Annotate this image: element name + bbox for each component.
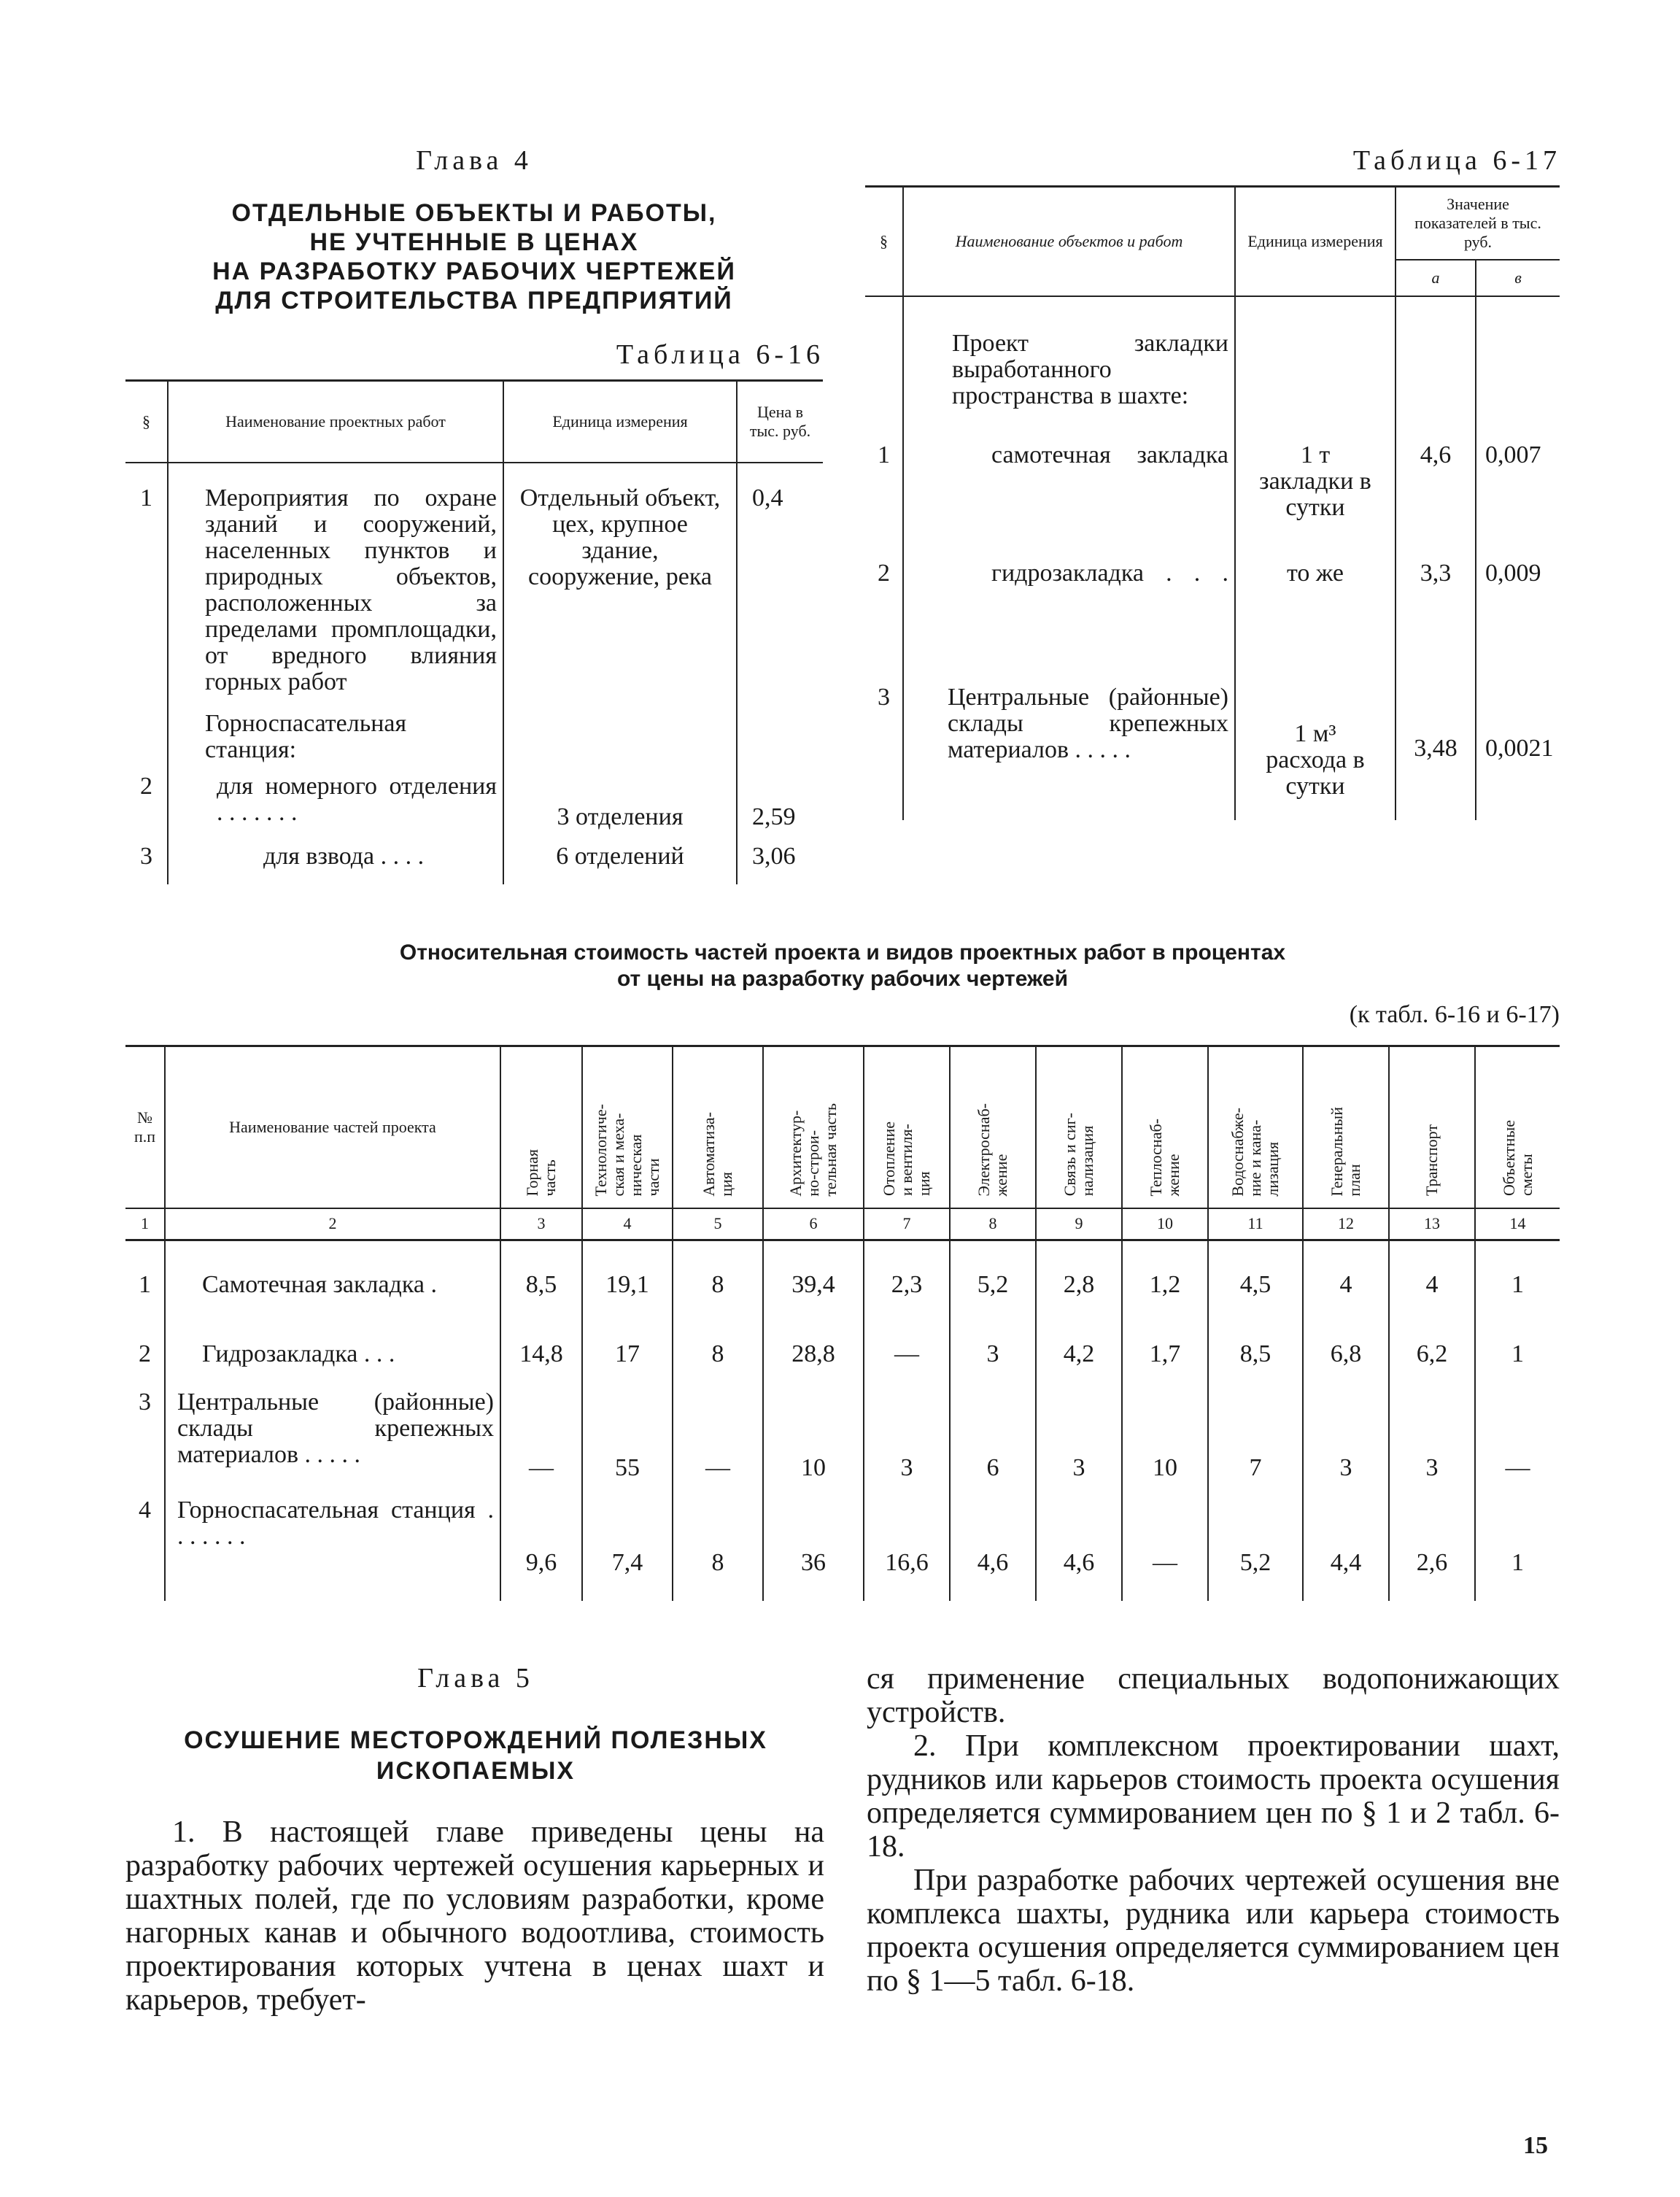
row-number: 1 — [878, 441, 890, 468]
spacer-cell — [1122, 1586, 1208, 1601]
header-transport: Транспорт — [1422, 1124, 1441, 1197]
row-value: 2,3 — [864, 1240, 950, 1316]
row-value-b: 0,009 — [1476, 560, 1560, 684]
column-number: 7 — [864, 1208, 950, 1240]
row-value: 3 — [950, 1316, 1036, 1382]
row-value: 6 — [950, 1382, 1036, 1491]
column-number: 12 — [1303, 1208, 1389, 1240]
row-unit: 1 м³ расхода в сутки — [1235, 684, 1396, 820]
header-mining-part: Горная часть — [523, 1149, 559, 1197]
row-value: 28,8 — [763, 1316, 864, 1382]
row-value: 8 — [673, 1491, 763, 1586]
row-number: 1 — [140, 484, 152, 511]
spacer-cell — [1036, 1586, 1122, 1601]
chapter-5-title — [125, 1725, 826, 1786]
header-general-plan: Генеральный план — [1328, 1106, 1363, 1197]
spacer-cell — [1303, 1586, 1389, 1601]
row-value: 3 — [864, 1382, 950, 1491]
spacer-cell — [864, 1586, 950, 1601]
chapter-5-label: Глава 5 — [417, 1663, 534, 1694]
row-value: 3 — [1303, 1382, 1389, 1491]
header-heating-ventilation: Отопление и вентиля- ция — [880, 1121, 933, 1197]
row-value: 2,6 — [1389, 1491, 1475, 1586]
header-price: Цена в тыс. руб. — [737, 381, 823, 463]
row-value: 4,5 — [1208, 1240, 1303, 1316]
row-value: 9,6 — [500, 1491, 582, 1586]
row-unit: 1 т закладки в сутки — [1235, 442, 1396, 560]
row-value: 19,1 — [582, 1240, 673, 1316]
table-6-17 — [865, 185, 1560, 820]
header-unit: Единица измерения — [1235, 187, 1396, 296]
header-technological-part: Технологиче- ская и меха- ническая части — [592, 1104, 662, 1197]
row-value: — — [1475, 1382, 1560, 1491]
row-number: 3 — [139, 1388, 151, 1416]
column-number: 1 — [141, 1214, 149, 1233]
row-value: 1 — [1475, 1316, 1560, 1382]
row-price: 3,06 — [737, 830, 823, 884]
column-number: 13 — [1389, 1208, 1475, 1240]
row-value: 8,5 — [1208, 1316, 1303, 1382]
row-unit: Отдельный объект, цех, крупное здание, сооружение, река — [503, 463, 737, 703]
row-work-name: для взвода . . . . — [168, 830, 503, 884]
table-6-16-label: Таблица 6-16 — [616, 339, 824, 370]
row-unit: 3 отделения — [503, 773, 737, 830]
row-value: — — [500, 1382, 582, 1491]
row-value: 4,4 — [1303, 1491, 1389, 1586]
header-unit: Единица измерения — [503, 381, 737, 463]
relative-cost-reference: (к табл. 6-16 и 6-17) — [1349, 1001, 1560, 1028]
row-number: 1 — [139, 1271, 151, 1298]
row-value: 8 — [673, 1316, 763, 1382]
row-object-name: гидрозакладка . . . — [903, 560, 1235, 684]
header-work-name: Наименование проектных работ — [168, 381, 503, 463]
chapter-5-paragraph-3: При разработке рабочих чертежей осушения вне комплекса шахты, рудника или карьера стоимость проекта осушения определяется суммированием цен по § 1—5 табл. 6-18. — [867, 1864, 1560, 1998]
group-label: Проект закладки выработанного пространства в шахте: — [903, 296, 1235, 442]
row-number: 4 — [139, 1496, 151, 1524]
spacer-cell — [125, 1586, 165, 1601]
column-number: 9 — [1036, 1208, 1122, 1240]
column-number: 2 — [165, 1208, 500, 1240]
row-object-name: самотечная закладка — [903, 442, 1235, 560]
row-value-b: 0,0021 — [1476, 684, 1560, 820]
row-value: 3 — [1036, 1382, 1122, 1491]
row-value: 5,2 — [1208, 1491, 1303, 1586]
spacer-cell — [950, 1586, 1036, 1601]
column-number: 5 — [673, 1208, 763, 1240]
chapter-4-title-line: ДЛЯ СТРОИТЕЛЬСТВА ПРЕДПРИЯТИЙ — [215, 287, 733, 314]
row-number: 2 — [140, 772, 152, 800]
header-object-name: Наименование объектов и работ — [903, 187, 1235, 296]
chapter-5-paragraph-1-continued: ся применение специальных водопонижающих устройств. — [867, 1662, 1560, 1729]
chapter-4-label: Глава 4 — [416, 145, 533, 176]
spacer-cell — [165, 1586, 500, 1601]
table-row — [125, 1316, 1560, 1382]
table-6-16 — [125, 379, 823, 884]
row-value: — — [673, 1382, 763, 1491]
header-water-supply: Водоснабже- ние и кана- лизация — [1228, 1107, 1282, 1197]
row-price: 0,4 — [737, 463, 823, 703]
column-number: 6 — [763, 1208, 864, 1240]
row-value: 8,5 — [500, 1240, 582, 1316]
row-work-name: для номерного отделения . . . . . . . — [168, 773, 503, 830]
row-value: 1 — [1475, 1240, 1560, 1316]
chapter-5-title-line: ИСКОПАЕМЫХ — [376, 1757, 576, 1785]
row-value: 4,6 — [1036, 1491, 1122, 1586]
header-col-b: в — [1476, 260, 1560, 296]
row-value: 55 — [582, 1382, 673, 1491]
header-col-a: а — [1396, 260, 1476, 296]
header-automation: Автоматиза- ция — [700, 1111, 735, 1197]
row-value: — — [864, 1316, 950, 1382]
relative-cost-table — [125, 1045, 1560, 1601]
column-number: 3 — [500, 1208, 582, 1240]
header-communication: Связь и сиг- нализация — [1061, 1113, 1096, 1197]
table-6-17-label: Таблица 6-17 — [1352, 145, 1561, 176]
row-value-a: 3,48 — [1396, 684, 1476, 820]
row-value: 4,6 — [950, 1491, 1036, 1586]
row-value: 8 — [673, 1240, 763, 1316]
spacer-cell — [1208, 1586, 1303, 1601]
row-value: 4 — [1389, 1240, 1475, 1316]
spacer-cell — [673, 1586, 763, 1601]
spacer-cell — [582, 1586, 673, 1601]
row-value: 5,2 — [950, 1240, 1036, 1316]
row-value-a: 4,6 — [1396, 442, 1476, 560]
row-value: 3 — [1389, 1382, 1475, 1491]
row-value: 17 — [582, 1316, 673, 1382]
chapter-5-title-line: ОСУШЕНИЕ МЕСТОРОЖДЕНИЙ ПОЛЕЗНЫХ — [184, 1726, 767, 1754]
chapter-4-title-line: НЕ УЧТЕННЫЕ В ЦЕНАХ — [309, 228, 639, 256]
column-number: 8 — [950, 1208, 1036, 1240]
row-value: 6,2 — [1389, 1316, 1475, 1382]
relative-cost-title — [125, 940, 1560, 992]
spacer-cell — [1389, 1586, 1475, 1601]
row-value: 7 — [1208, 1382, 1303, 1491]
row-part-name: Центральные (районные) склады крепежных материалов . . . . . — [165, 1382, 500, 1491]
row-value: 1,7 — [1122, 1316, 1208, 1382]
row-value: 1,2 — [1122, 1240, 1208, 1316]
table-spacer-row — [125, 1586, 1560, 1601]
spacer-cell — [500, 1586, 582, 1601]
spacer-cell — [1475, 1586, 1560, 1601]
row-value: 16,6 — [864, 1491, 950, 1586]
header-part-name: Наименование частей проекта — [165, 1046, 500, 1208]
row-value: 6,8 — [1303, 1316, 1389, 1382]
header-heat-supply: Теплоснаб- жение — [1147, 1119, 1182, 1197]
row-part-name: Гидрозакладка . . . — [165, 1316, 500, 1382]
row-unit: 6 отделений — [503, 830, 737, 884]
row-value: 1 — [1475, 1491, 1560, 1586]
column-number: 11 — [1208, 1208, 1303, 1240]
page-number: 15 — [1523, 2132, 1548, 2159]
column-number: 10 — [1122, 1208, 1208, 1240]
table-row — [125, 1491, 1560, 1586]
chapter-4-title — [124, 198, 824, 315]
row-value: 14,8 — [500, 1316, 582, 1382]
column-number: 4 — [582, 1208, 673, 1240]
row-number: 3 — [140, 842, 152, 870]
header-power-supply: Электроснаб- жение — [975, 1103, 1010, 1197]
relative-cost-title-line: Относительная стоимость частей проекта и видов проектных работ в процентах — [399, 941, 1286, 965]
spacer-cell — [763, 1586, 864, 1601]
row-value: 7,4 — [582, 1491, 673, 1586]
row-value: 4,2 — [1036, 1316, 1122, 1382]
group-label: Горноспасательная станция: — [168, 703, 503, 773]
row-work-name: Мероприятия по охране зданий и сооружений, населенных пунктов и природных объектов, расположенных за пределами промплощадки, от вредного влияния горных работ — [168, 463, 503, 703]
row-value: 10 — [1122, 1382, 1208, 1491]
relative-cost-title-line: от цены на разработку рабочих чертежей — [616, 967, 1069, 991]
chapter-5-paragraph-2: 2. При комплексном проектировании шахт, рудников или карьеров стоимость проекта осушения определяется суммированием цен по § 1 и 2 табл. 6-18. — [867, 1729, 1560, 1864]
header-section: § — [865, 187, 903, 296]
row-value-a: 3,3 — [1396, 560, 1476, 684]
header-estimates: Объектные сметы — [1499, 1120, 1536, 1197]
header-architecture: Архитектур- но-строи- тельная часть — [786, 1103, 840, 1197]
row-number: 2 — [139, 1340, 151, 1367]
header-values: Значение показателей в тыс. руб. — [1396, 187, 1560, 260]
column-number: 14 — [1475, 1208, 1560, 1240]
row-value: 10 — [763, 1382, 864, 1491]
row-value-b: 0,007 — [1476, 442, 1560, 560]
chapter-5-paragraph-1: 1. В настоящей главе приведены цены на разработку рабочих чертежей осушения карьерных и шахтных полей, где по условиям разработки, кроме нагорных канав и обычного водоотлива, стоимость проектирования которых учтена в ценах шахт и карьеров, требует- — [125, 1815, 824, 2017]
row-object-name: Центральные (районные) склады крепежных материалов . . . . . — [903, 684, 1235, 820]
column-numbers-row — [125, 1208, 1560, 1240]
row-price: 2,59 — [737, 773, 823, 830]
table-row — [125, 1240, 1560, 1316]
chapter-4-title-line: НА РАЗРАБОТКУ РАБОЧИХ ЧЕРТЕЖЕЙ — [212, 258, 736, 285]
row-value: 4 — [1303, 1240, 1389, 1316]
chapter-4-title-line: ОТДЕЛЬНЫЕ ОБЪЕКТЫ И РАБОТЫ, — [231, 199, 717, 227]
row-number: 3 — [878, 683, 890, 711]
row-value: 36 — [763, 1491, 864, 1586]
header-section: § — [142, 412, 150, 430]
row-number: 2 — [878, 559, 890, 587]
row-value: 2,8 — [1036, 1240, 1122, 1316]
row-part-name: Самотечная закладка . — [165, 1240, 500, 1316]
row-part-name: Горноспасательная станция . . . . . . . — [165, 1491, 500, 1586]
header-row-number: № п.п — [133, 1108, 156, 1146]
row-value: 39,4 — [763, 1240, 864, 1316]
row-unit: то же — [1235, 560, 1396, 684]
table-row — [125, 1382, 1560, 1491]
row-value: — — [1122, 1491, 1208, 1586]
